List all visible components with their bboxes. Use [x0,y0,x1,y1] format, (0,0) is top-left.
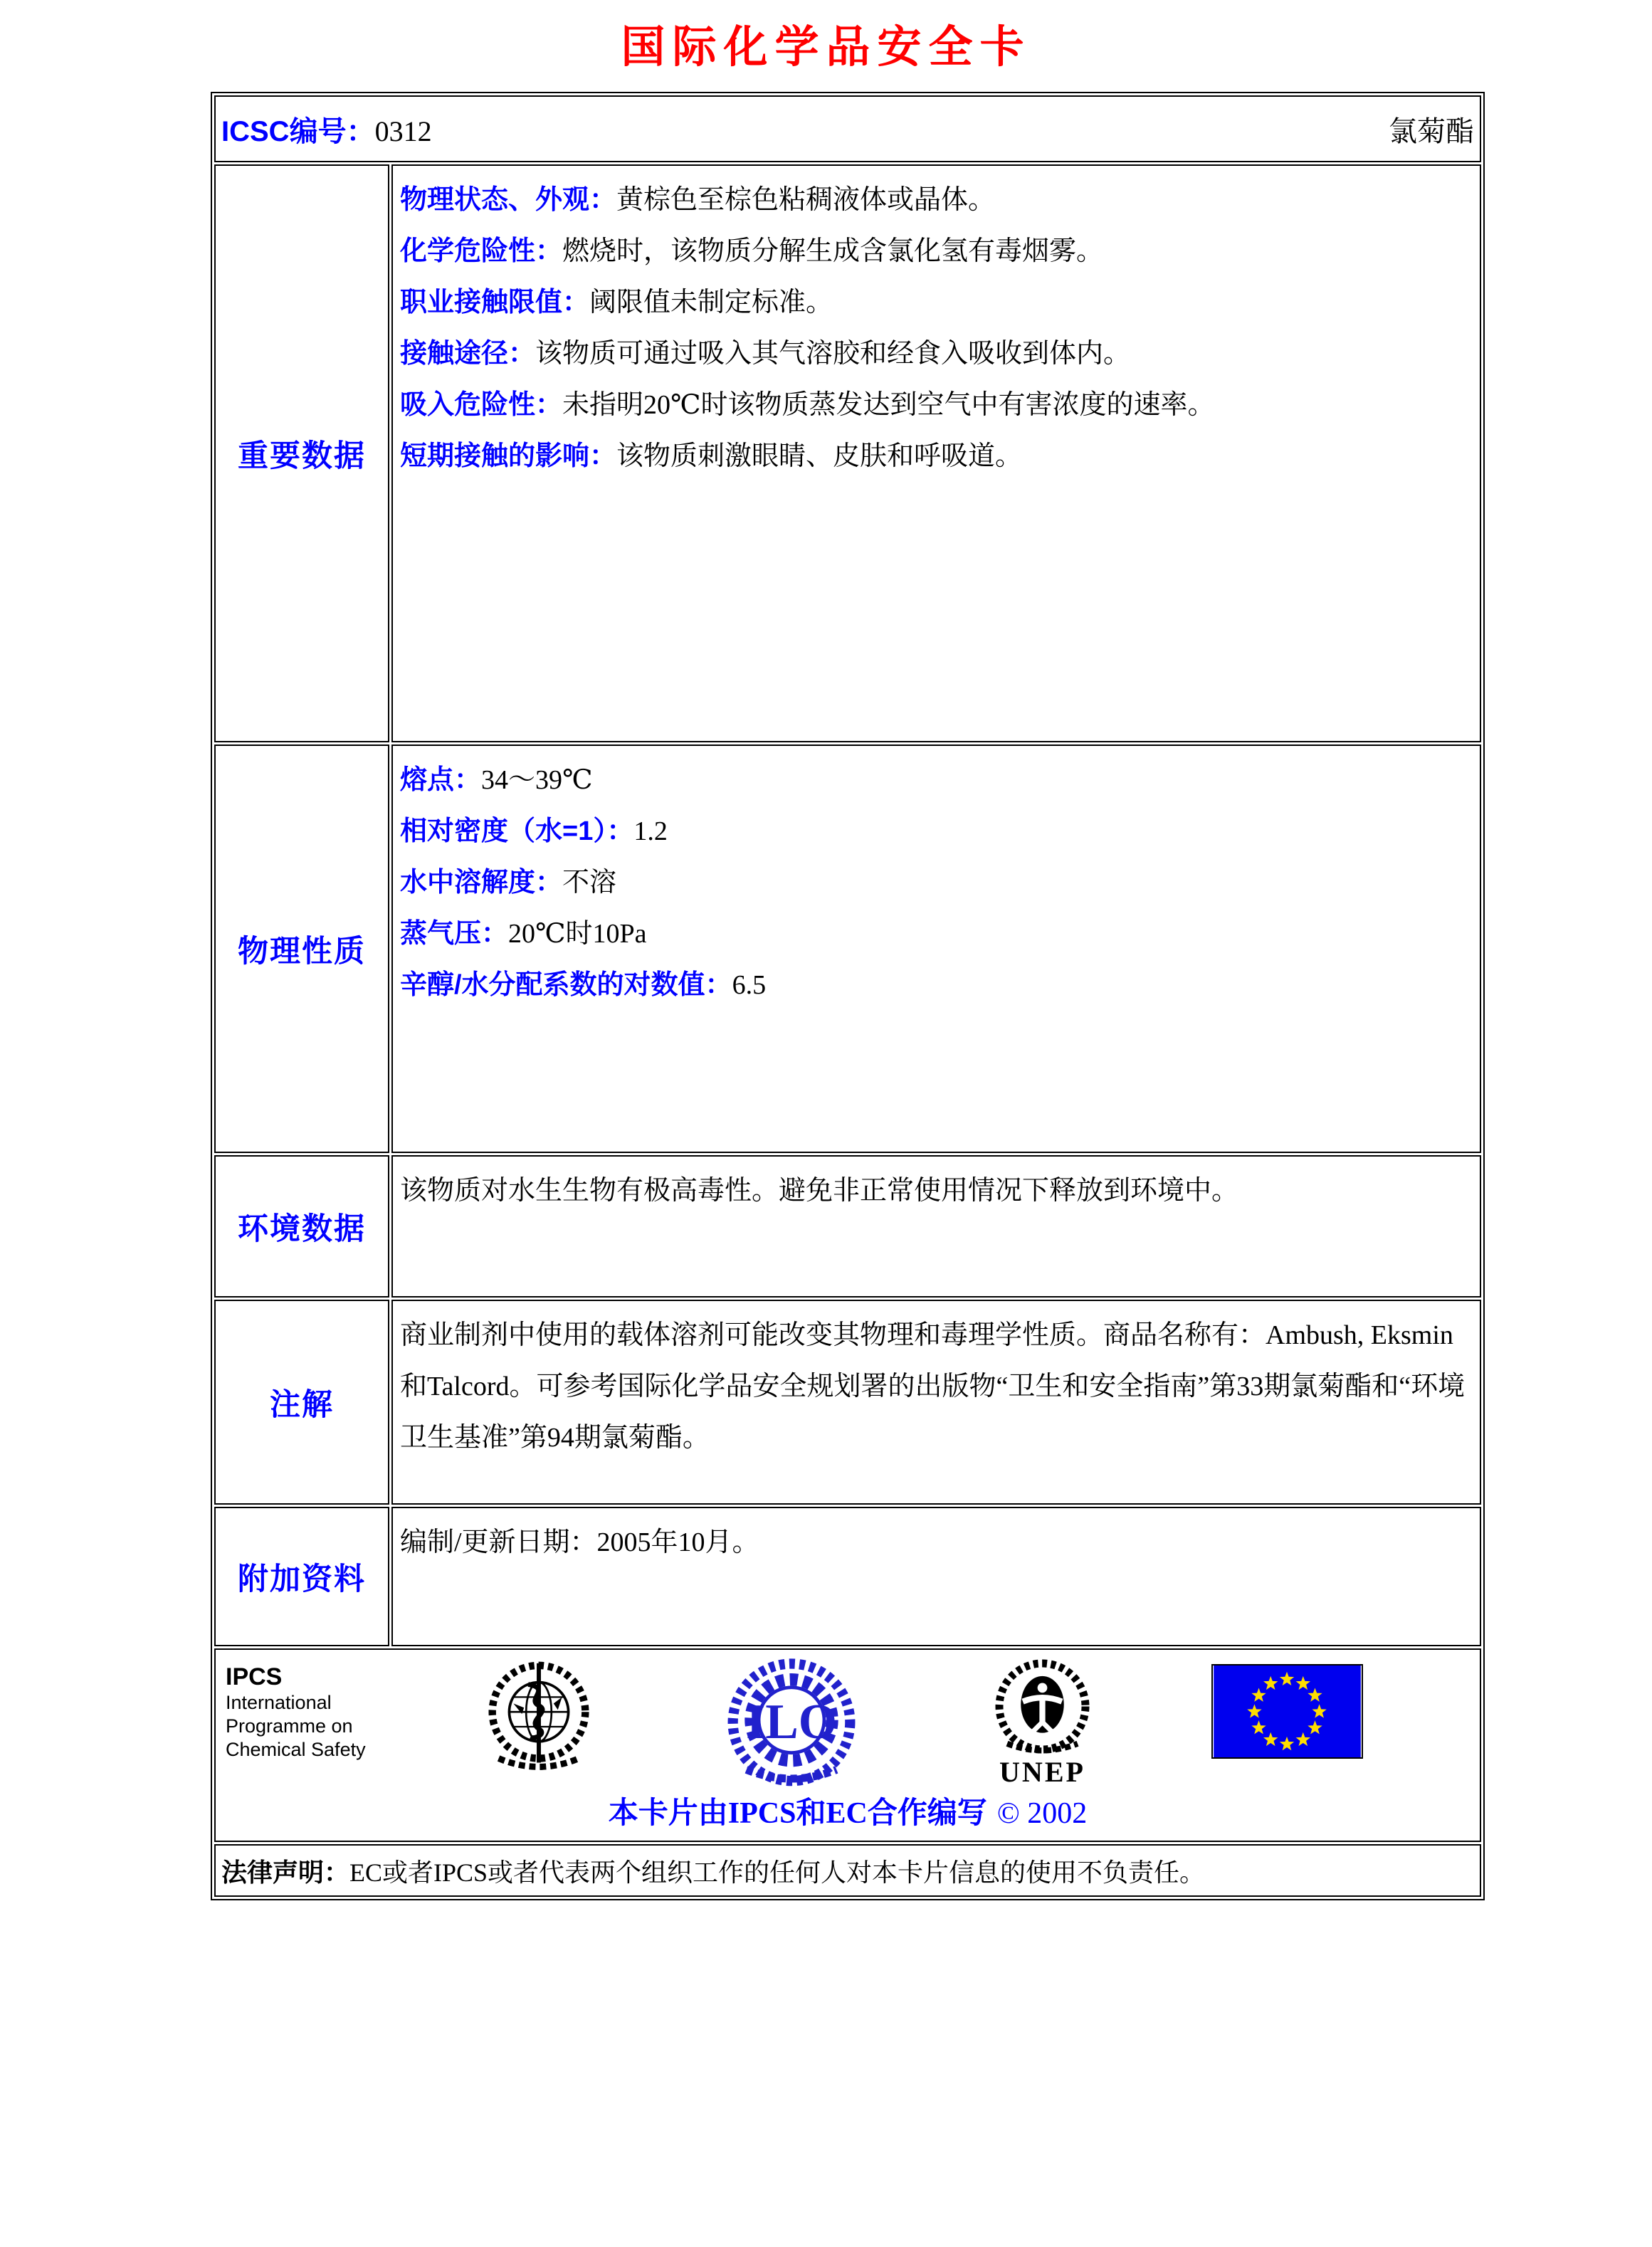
field-label: 物理状态、外观： [400,185,617,215]
field-value: 该物质刺激眼睛、皮肤和呼吸道。 [616,441,1023,471]
data-line [400,226,1468,277]
data-line [400,908,1468,959]
legal-statement [221,1853,1474,1889]
copyright-text: © 2002 [996,1797,1088,1830]
field-value: 20℃时10Pa [508,919,647,949]
ipcs-title: IPCS [226,1663,283,1690]
section-content-notes [391,1300,1481,1505]
field-label: 辛醇/水分配系数的对数值： [400,970,732,1000]
section-content-physical-properties [391,744,1481,1153]
section-content-important-data [391,164,1481,742]
chemical-name: 氯菊酯 [1389,115,1474,147]
data-line [400,431,1468,482]
data-line [400,959,1468,1011]
field-label: 蒸气压： [400,919,509,949]
field-label: 化学危险性： [400,236,563,266]
caption-text: 本卡片由IPCS和EC合作编写 [608,1797,987,1830]
field-label: 短期接触的影响： [400,441,617,471]
ipcs-subtitle-line: Chemical Safety [226,1739,366,1760]
who-logo-icon [475,1657,603,1792]
field-value: 34～39℃ [481,765,593,795]
section-row-additional-information [214,1507,1481,1646]
data-line [400,806,1468,857]
field-label: 水中溶解度： [400,868,563,898]
eu-flag-icon [1211,1657,1363,1759]
section-row-physical-properties [214,744,1481,1153]
data-line [400,379,1468,431]
section-label-environmental-data: 环境数据 [214,1155,389,1298]
section-row-notes [214,1300,1481,1505]
footer-cell [214,1648,1481,1842]
footer-row [214,1648,1481,1842]
field-value: 1.2 [633,816,668,846]
field-label: 接触途径： [400,339,536,369]
section-content-additional-information [391,1507,1481,1646]
field-label: 熔点： [400,765,482,795]
data-line [400,277,1468,328]
icsc-number-label: ICSC编号： [221,115,375,147]
ipcs-text-block [226,1657,418,1762]
section-paragraph: 编制/更新日期：2005年10月。 [400,1527,759,1557]
section-label-important-data: 重要数据 [214,164,389,742]
section-paragraph: 该物质对水生生物有极高毒性。避免非正常使用情况下释放到环境中。 [400,1176,1239,1206]
data-line [400,754,1468,806]
section-content-environmental-data [391,1155,1481,1298]
icsc-card-table [211,92,1485,1900]
field-value: 未指明20℃时该物质蒸发达到空气中有害浓度的速率。 [562,390,1215,420]
unep-label: UNEP [999,1756,1085,1788]
section-label-notes: 注解 [214,1300,389,1505]
header-row [214,95,1481,162]
data-line [400,174,1468,226]
field-value: 阈限值未制定标准。 [589,288,833,317]
field-value: 燃烧时，该物质分解生成含氯化氢有毒烟雾。 [562,236,1104,266]
data-line [400,328,1468,379]
field-value: 不溶 [562,868,617,898]
legal-label: 法律声明： [221,1857,350,1887]
icsc-number [221,109,432,149]
logo-row [226,1657,1466,1792]
legal-row [214,1844,1481,1897]
ipcs-subtitle-line: International [226,1692,332,1713]
ipcs-subtitle-line: Programme on [226,1715,353,1737]
legal-cell [214,1844,1481,1897]
field-value: 黄棕色至棕色粘稠液体或晶体。 [616,185,996,215]
field-label: 职业接触限值： [400,288,590,317]
header-cell [214,95,1481,162]
data-line [400,857,1468,908]
ilo-logo-icon [724,1657,859,1792]
footer-caption [216,1789,1480,1832]
page-title: 国际化学品安全卡 [621,23,1031,72]
section-label-physical-properties: 物理性质 [214,744,389,1153]
legal-text: EC或者IPCS或者代表两个组织工作的任何人对本卡片信息的使用不负责任。 [349,1858,1206,1887]
field-label: 相对密度（水=1）： [400,816,634,846]
field-value: 6.5 [732,970,767,1000]
icsc-number-value: 0312 [374,115,432,147]
section-paragraph: 商业制剂中使用的载体溶剂可能改变其物理和毒理学性质。商品名称有：Ambush, Eksmin和Talcord。可参考国际化学品安全规划署的出版物“卫生和安全指南”第33期氯菊酯和“环境卫生基准”第94期氯菊酯。 [400,1320,1466,1453]
section-label-additional-information: 附加资料 [214,1507,389,1646]
field-label: 吸入危险性： [400,390,563,420]
svg-text:ILO: ILO [746,1695,837,1749]
section-row-important-data [214,164,1481,742]
field-value: 该物质可通过吸入其气溶胶和经食入吸收到体内。 [535,339,1131,369]
unep-logo-icon [984,1657,1101,1786]
section-row-environmental-data [214,1155,1481,1298]
